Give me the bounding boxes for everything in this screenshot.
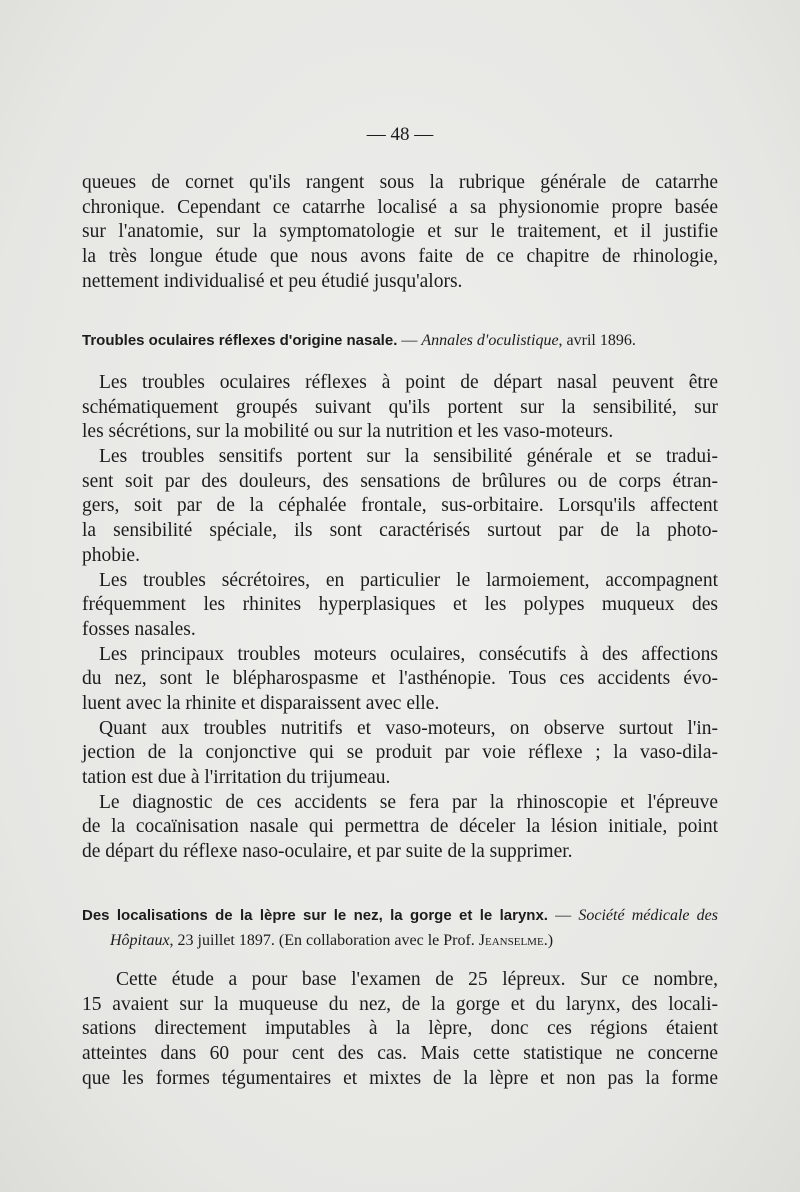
text-line: la très longue étude que nous avons faite de ce chapitre de rhinologie,: [82, 246, 718, 268]
text-line: tation est due à l'irritation du trijumeau.: [82, 767, 391, 788]
section-2-body: [82, 968, 718, 1091]
text-line: Quant aux troubles nutritifs et vaso-moteurs, on observe surtout l'in-: [99, 717, 718, 739]
paragraph-continuation: [82, 171, 718, 294]
publication-date: , 23 juillet 1897. (En collaboration avec le Prof.: [169, 932, 479, 949]
text-line: la sensibilité spéciale, ils sont caractérisés surtout par de la photo-: [82, 520, 718, 542]
text-line: fréquemment les rhinites hyperplasiques et les polypes muqueux des: [82, 594, 718, 616]
text-line: atteintes dans 60 pour cent des cas. Mais cette statistique ne concerne: [82, 1043, 718, 1065]
text-line: schématiquement groupés suivant qu'ils portent sur la sensibilité, sur: [82, 396, 718, 418]
text-line: jection de la conjonctive qui se produit par voie réflexe ; la vaso-dila-: [82, 742, 718, 764]
text-line: queues de cornet qu'ils rangent sous la rubrique générale de catarrhe: [82, 172, 718, 193]
paragraph: [82, 791, 718, 865]
section-heading-2: [82, 903, 718, 953]
paragraph: [82, 371, 718, 445]
closing-paren: .): [543, 932, 554, 949]
dash: —: [547, 907, 579, 924]
text-line: Le diagnostic de ces accidents se fera par la rhinoscopie et l'épreuve: [99, 791, 718, 813]
paragraph: [82, 643, 718, 717]
text-line: que les formes tégumentaires et mixtes de la lèpre et non pas la forme: [82, 1067, 718, 1089]
text-line: sent soit par des douleurs, des sensations de brûlures ou de corps étran-: [82, 470, 718, 492]
coauthor: Jeanselme: [478, 932, 544, 949]
section-title: Troubles oculaires réflexes d'origine nasale.: [82, 332, 398, 349]
text-line: sur l'anatomie, sur la symptomatologie et sur le traitement, et il justifie: [82, 221, 718, 243]
text-line: les sécrétions, sur la mobilité ou sur la nutrition et les vaso-moteurs.: [82, 421, 614, 443]
section-1-body: [82, 371, 718, 865]
journal-name: Société médicale des: [578, 907, 719, 924]
text-line: chronique. Cependant ce catarrhe localisé a sa physionomie propre basée: [82, 196, 718, 218]
text-line: Les troubles sensitifs portent sur la sensibilité générale et se tradui-: [99, 446, 718, 468]
journal-name-cont: Hôpitaux: [110, 932, 170, 949]
page-number: — 48 —: [366, 124, 434, 145]
text-line: nettement individualisé et peu étudié jusqu'alors.: [82, 270, 463, 292]
dash: —: [397, 332, 422, 349]
section-heading-1: [82, 328, 718, 353]
text-line: Cette étude a pour base l'examen de 25 lépreux. Sur ce nombre,: [116, 969, 718, 990]
text-line: 15 avaient sur la muqueuse du nez, de la gorge et du larynx, des locali-: [82, 993, 718, 1015]
paragraph: [82, 445, 718, 568]
text-line: Les troubles sécrétoires, en particulier le larmoiement, accompagnent: [99, 569, 718, 591]
paragraph: [82, 569, 718, 643]
text-line: gers, soit par de la céphalée frontale, sus-orbitaire. Lorsqu'ils affectent: [82, 495, 718, 517]
section-title: Des localisations de la lèpre sur le nez, la gorge et le larynx.: [82, 907, 548, 924]
text-line: de la cocaïnisation nasale qui permettra de déceler la lésion initiale, point: [82, 816, 718, 838]
text-line: luent avec la rhinite et disparaissent avec elle.: [82, 692, 440, 714]
text-line: sations directement imputables à la lèpre, donc ces régions étaient: [82, 1018, 718, 1040]
publication-date: , avril 1896.: [558, 332, 636, 349]
paragraph: [82, 717, 718, 791]
text-line: phobie.: [82, 544, 140, 566]
text-line: de départ du réflexe naso-oculaire, et par suite de la supprimer.: [82, 841, 573, 863]
text-line: Les principaux troubles moteurs oculaires, consécutifs à des affections: [99, 643, 718, 665]
journal-name: Annales d'oculistique: [421, 332, 559, 349]
text-line: du nez, sont le blépharospasme et l'asthénopie. Tous ces accidents évo-: [82, 668, 718, 690]
text-line: fosses nasales.: [82, 618, 196, 640]
text-line: Les troubles oculaires réflexes à point de départ nasal peuvent être: [99, 372, 718, 393]
